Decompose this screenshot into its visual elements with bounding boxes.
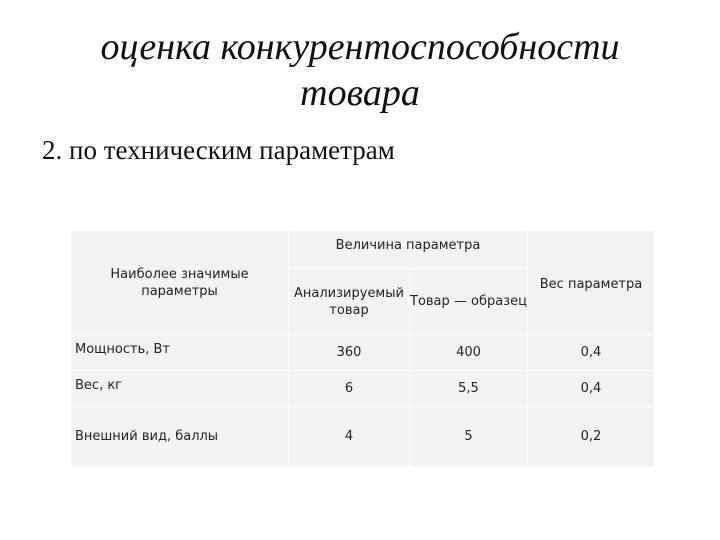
slide-subtitle: 2. по техническим параметрам — [42, 135, 395, 165]
header-sample-cell — [410, 269, 528, 335]
slide-title-line-2: товара — [300, 72, 420, 114]
header-analyzed-label: Анализируемый товар — [294, 285, 404, 318]
row-weight-cell: 0,2 — [528, 407, 655, 467]
slide-title-line-1: оценка конкурентоспособности — [100, 26, 620, 68]
row-sample-cell: 5 — [410, 407, 528, 467]
header-analyzed-cell — [289, 269, 410, 335]
row-weight-cell: 0,4 — [528, 371, 655, 407]
header-sample-label: Товар — образец — [410, 294, 527, 309]
row-analyzed-cell: 360 — [289, 335, 410, 371]
row-name-cell: Мощность, Вт — [71, 335, 289, 371]
header-weight-label: Вес параметра — [539, 277, 643, 292]
header-params-cell — [71, 231, 289, 335]
row-weight-cell: 0,4 — [528, 335, 655, 371]
row-sample-cell: 5,5 — [410, 371, 528, 407]
header-value-group-cell — [289, 231, 528, 269]
row-name-cell: Вес, кг — [71, 371, 289, 407]
row-name-cell: Внешний вид, баллы — [71, 407, 289, 467]
header-params-label: Наиболее значимые параметры — [110, 267, 249, 299]
table-row — [71, 371, 655, 407]
header-value-group-label: Величина параметра — [335, 238, 481, 253]
row-sample-cell: 400 — [410, 335, 528, 371]
parameters-table — [70, 230, 655, 467]
row-analyzed-cell: 6 — [289, 371, 410, 407]
table-row — [71, 335, 655, 371]
table-row — [71, 407, 655, 467]
table-header-row — [71, 231, 655, 269]
header-weight-cell — [528, 231, 655, 335]
row-analyzed-cell: 4 — [289, 407, 410, 467]
slide-title — [40, 24, 680, 116]
